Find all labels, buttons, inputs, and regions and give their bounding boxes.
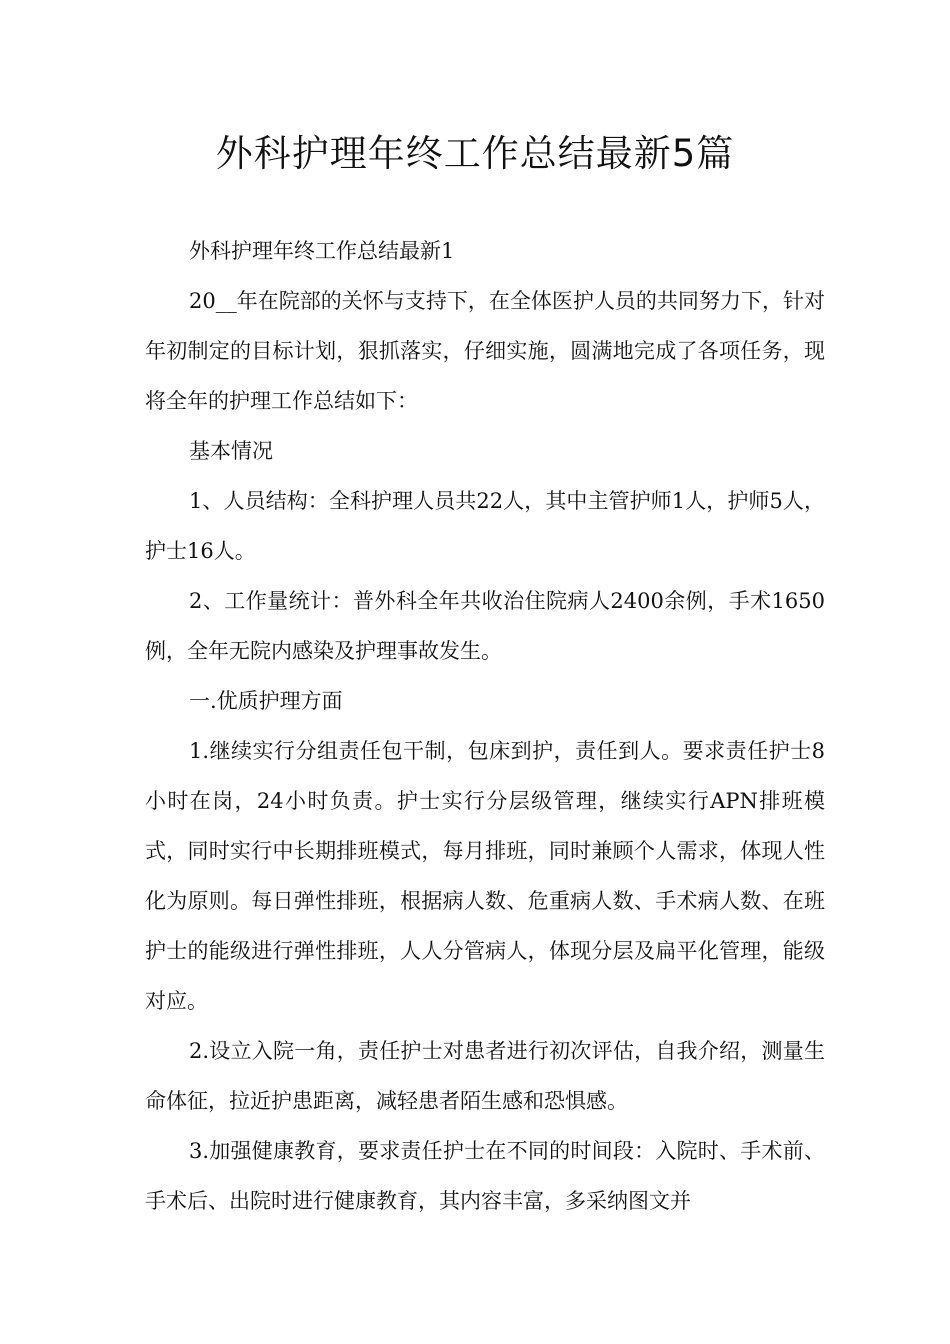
quality-care-item-1: 1.继续实行分组责任包干制，包床到护，责任到人。要求责任护士8小时在岗，24小时负责。护士实行分层级管理，继续实行APN排班模式，同时实行中长期排班模式，每月排班，同时兼顾个人需求，体现人性化为原则。每日弹性排班，根据病人数、危重病人数、手术病人数、在班护士的能级进行弹性排班，人人分管病人，体现分层及扁平化管理，能级对应。 bbox=[145, 739, 825, 1013]
section-heading-quality-care: 一.优质护理方面 bbox=[189, 689, 343, 713]
intro-paragraph: 20__年在院部的关怀与支持下，在全体医护人员的共同努力下，针对年初制定的目标计划，狠抓落实，仔细实施，圆满地完成了各项任务，现将全年的护理工作总结如下： bbox=[145, 289, 825, 413]
document-body bbox=[145, 226, 825, 1226]
quality-care-item-3: 3.加强健康教育，要求责任护士在不同的时间段：入院时、手术前、手术后、出院时进行健康教育，其内容丰富，多采纳图文并 bbox=[145, 1139, 825, 1213]
workload-paragraph: 2、工作量统计：普外科全年共收治住院病人2400余例，手术1650例，全年无院内感染及护理事故发生。 bbox=[145, 589, 825, 663]
section-heading-summary-1: 外科护理年终工作总结最新1 bbox=[189, 239, 455, 263]
document-title: 外科护理年终工作总结最新5篇 bbox=[215, 132, 735, 175]
quality-care-item-2: 2.设立入院一角，责任护士对患者进行初次评估，自我介绍，测量生命体征，拉近护患距离，减轻患者陌生感和恐惧感。 bbox=[145, 1039, 825, 1113]
section-heading-basic-situation: 基本情况 bbox=[189, 439, 273, 463]
staff-structure-paragraph: 1、人员结构：全科护理人员共22人，其中主管护师1人，护师5人，护士16人。 bbox=[145, 489, 825, 563]
